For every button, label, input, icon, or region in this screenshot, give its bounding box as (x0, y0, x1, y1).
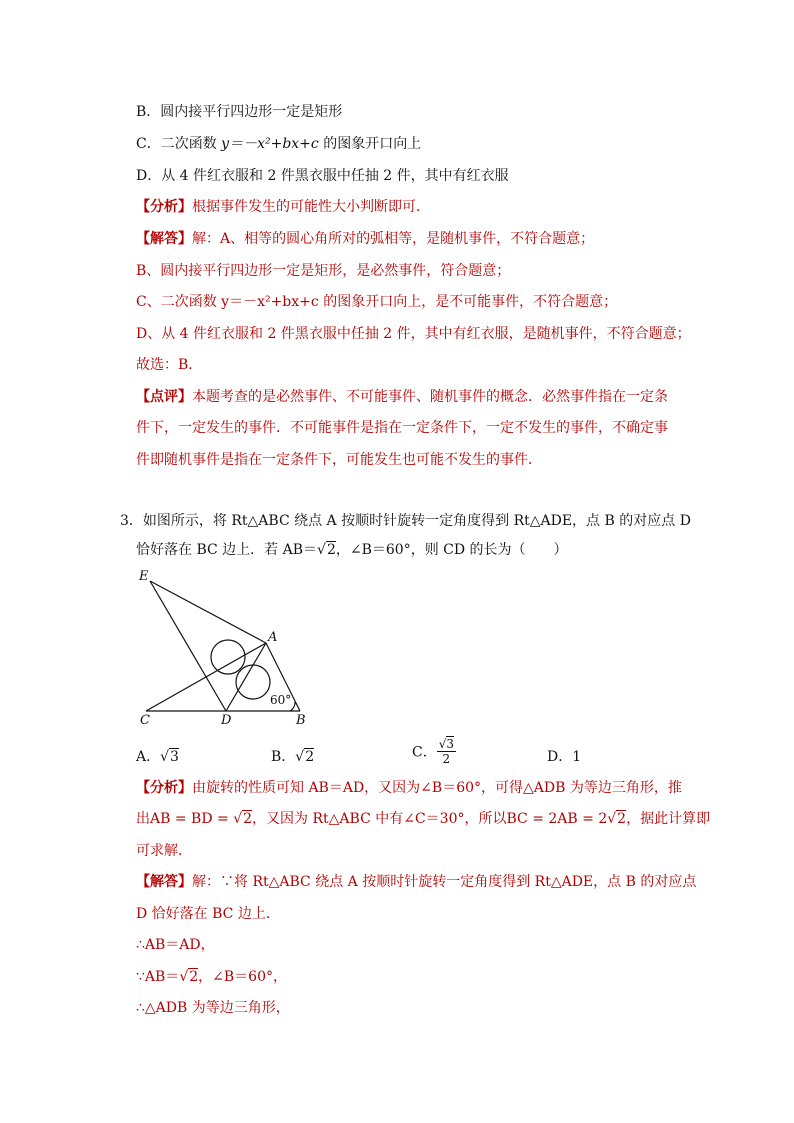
q3-answer-line-2: D 恰好落在 BC 边上． (136, 906, 280, 922)
q2-analysis (136, 197, 430, 217)
q2-comment-line-1 (136, 387, 668, 407)
q3-option-c (412, 737, 456, 766)
incircle-adb (236, 665, 270, 699)
q2-answer-text-1: 解：A、相等的圆心角所对的弧相等，是随机事件，不符合题意； (192, 231, 595, 247)
q3-option-d (547, 746, 581, 766)
q3-analysis-line-3: 可求解． (136, 843, 192, 859)
option-d-value: 1 (572, 749, 582, 765)
segment-ca (146, 643, 266, 711)
q3-answer-line-5: ∴△ADB 为等边三角形， (136, 1000, 290, 1016)
segment-ea (150, 581, 266, 643)
sqrt-symbol: √2 (233, 811, 253, 827)
incircle-ade (211, 640, 245, 674)
q2-comment-line-2: 件下，一定发生的事件．不可能事件是指在一定条件下，一定不发生的事件，不确定事 (136, 420, 668, 436)
sqrt-symbol: √2 (179, 969, 199, 985)
option-c-label: C． (412, 744, 437, 761)
q3-answer-part-b: ，∠B＝60°， (198, 969, 287, 985)
q3-answer-part-a: ∵AB＝ (136, 969, 180, 985)
q2-option-c-formula: y＝－x²+bx+c (221, 136, 319, 152)
q3-analysis-line-1 (136, 778, 682, 798)
q3-answer-line-1 (136, 872, 696, 892)
q3-analysis-text-1: 由旋转的性质可知 AB＝AD，又因为∠B＝60°，可得△ADB 为等边三角形，推 (192, 780, 682, 796)
q2-answer-line-5: 故选：B． (136, 357, 203, 373)
q2-option-c-prefix: C．二次函数 (136, 136, 222, 152)
sqrt-symbol: √2 (607, 811, 627, 827)
geometry-figure (136, 568, 316, 730)
q2-option-d: D．从 4 件红衣服和 2 件黑衣服中任抽 2 件，其中有红衣服 (136, 168, 509, 184)
q3-answer-tag: 【解答】 (136, 874, 192, 890)
label-e: E (139, 569, 149, 584)
q3-stem-part-1: 恰好落在 BC 边上．若 AB＝ (136, 542, 318, 558)
q3-stem-part-2: ，∠B＝60°，则 CD 的长为（ ） (335, 542, 568, 558)
q3-analysis-line-2 (136, 809, 710, 829)
q2-option-c (136, 134, 421, 154)
label-d: D (221, 713, 232, 728)
sqrt-symbol: √2 (317, 542, 336, 558)
q3-stem-line-1: 3．如图所示，将 Rt△ABC 绕点 A 按顺时针旋转一定角度得到 Rt△ADE，点 B 的对应点 D (120, 513, 691, 529)
q3-analysis-part-c: ，据此计算即 (626, 811, 711, 827)
q2-answer-line-3: C、二次函数 y＝－x²+bx+c 的图象开口向上，是不可能事件，不符合题意； (136, 294, 618, 310)
q3-stem-line-2 (136, 540, 568, 560)
label-c: C (140, 713, 150, 728)
q3-analysis-part-b: ，又因为 Rt△ABC 中有∠C＝30°，所以BC = 2AB = 2 (252, 811, 608, 827)
q2-answer-line-2: B、圆内接平行四边形一定是矩形，是必然事件，符合题意； (136, 263, 511, 279)
fraction-sqrt3-over-2: $\frac{√3}{2}$ (438, 737, 455, 766)
label-a: A (268, 630, 278, 645)
q2-answer-line-1 (136, 229, 594, 249)
q3-analysis-part-a: 出AB = BD = (136, 811, 234, 827)
sqrt-symbol: √3 (160, 749, 179, 765)
q2-option-c-suffix: 的图象开口向上 (318, 136, 422, 152)
q2-analysis-tag: 【分析】 (136, 199, 192, 215)
label-b: B (296, 713, 306, 728)
q2-analysis-text: 根据事件发生的可能性大小判断即可． (192, 199, 430, 215)
q3-option-b (271, 746, 314, 766)
q2-comment-tag: 【点评】 (136, 389, 192, 405)
sqrt-symbol: √2 (295, 749, 315, 765)
q2-option-b: B．圆内接平行四边形一定是矩形 (136, 104, 343, 120)
q3-answer-text-1: 解：∵将 Rt△ABC 绕点 A 按顺时针旋转一定角度得到 Rt△ADE，点 B 的对应点 (192, 874, 697, 890)
q2-comment-text-1: 本题考查的是必然事件、不可能事件、随机事件的概念．必然事件指在一定条 (192, 389, 668, 405)
option-d-label: D． (547, 749, 573, 765)
q3-option-a (136, 746, 179, 766)
label-angle-60: 60° (270, 693, 292, 707)
option-b-label: B． (271, 749, 296, 765)
q2-answer-tag: 【解答】 (136, 231, 192, 247)
q3-answer-line-3: ∴AB＝AD， (136, 937, 215, 953)
q3-analysis-tag: 【分析】 (136, 780, 192, 796)
q3-answer-line-4 (136, 967, 287, 987)
q2-comment-line-3: 件即随机事件是指在一定条件下，可能发生也可能不发生的事件． (136, 452, 542, 468)
option-a-label: A． (136, 749, 161, 765)
q2-answer-line-4: D、从 4 件红衣服和 2 件黑衣服中任抽 2 件，其中有红衣服，是随机事件，不符合题意； (136, 326, 691, 342)
segment-ad (226, 643, 266, 711)
